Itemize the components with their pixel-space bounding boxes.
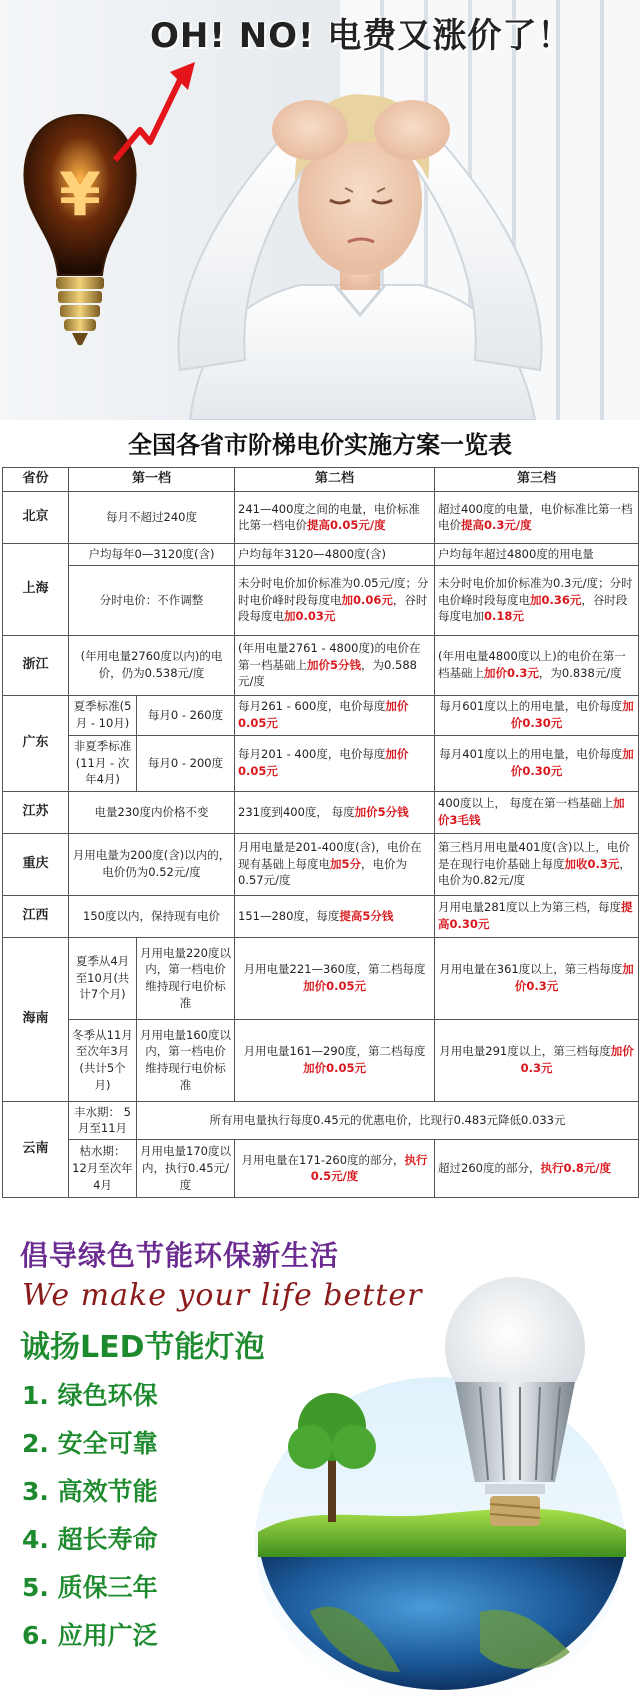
tier1-cell: 月用电量为200度(含)以内的，电价仍为0.52元/度 <box>69 833 235 895</box>
table-row-jiangxi <box>3 895 639 937</box>
table-row-yunnan-wet <box>3 1101 639 1139</box>
tier3-cell: 400度以上， 每度在第一档基础上加价3毛钱 <box>435 791 639 833</box>
tier2-cell: 月用电量161—290度，第二档每度加价0.05元 <box>235 1019 435 1101</box>
tier3-cell: 超过260度的部分，执行0.8元/度 <box>435 1139 639 1197</box>
tier2-cell: 月用电量是201-400度(含)，电价在现有基础上每度电加5分，电价为0.57元/度 <box>235 833 435 895</box>
tier2-cell: 每月201 - 400度，电价每度加价0.05元 <box>235 735 435 791</box>
season-cell: 夏季标准(5月 - 10月) <box>69 695 137 735</box>
tier2-cell: 未分时电价加价标准为0.05元/度；分时电价峰时段每度电加0.06元，谷时段每度电加0.03元 <box>235 565 435 635</box>
tier1-cell: 户均每年0—3120度(含) <box>69 543 235 565</box>
tier2-cell: 241—400度之间的电量，电价标准比第一档电价提高0.05元/度 <box>235 491 435 543</box>
promo-english-slogan: We make your life better <box>22 1278 423 1313</box>
table-row-shanghai <box>3 543 639 565</box>
feature-item: 3. 高效节能 <box>22 1477 158 1506</box>
tier3-cell: 未分时电价加价标准为0.3元/度；分时电价峰时段每度电加0.36元，谷时段每度电加0.18元 <box>435 565 639 635</box>
tier3-cell: 每月601度以上的用电量，电价每度加价0.30元 <box>435 695 639 735</box>
tier2-cell: 户均每年3120—4800度(含) <box>235 543 435 565</box>
tier3-cell: 户均每年超过4800度的用电量 <box>435 543 639 565</box>
feature-list <box>22 1372 158 1660</box>
promo-slogan: 倡导绿色节能环保新生活 <box>20 1239 340 1272</box>
tier2-cell: 月用电量221—360度，第二档每度加价0.05元 <box>235 937 435 1019</box>
table-row-zhejiang <box>3 635 639 695</box>
table-row-guangdong-nonsummer <box>3 735 639 791</box>
table-row-shanghai-timeofuse <box>3 565 639 635</box>
tier2-cell: 月用电量在171-260度的部分，执行0.5元/度 <box>235 1139 435 1197</box>
headline: OH! NO! 电费又涨价了！ <box>150 16 573 56</box>
table-row-hainan-summer <box>3 937 639 1019</box>
stressed-woman-image <box>150 70 570 420</box>
tier1-cell: (年用电量2760度以内)的电价，仍为0.538元/度 <box>69 635 235 695</box>
tier1-cell: 电量230度内价格不变 <box>69 791 235 833</box>
all-tiers-cell: 所有用电量执行每度0.45元的优惠电价，比现行0.483元降低0.033元 <box>137 1101 639 1139</box>
tier1-cell: 分时电价：不作调整 <box>69 565 235 635</box>
province-cell: 浙江 <box>3 635 69 695</box>
province-cell: 江苏 <box>3 791 69 833</box>
table-row-jiangsu <box>3 791 639 833</box>
feature-item: 4. 超长寿命 <box>22 1525 158 1554</box>
table-header-row <box>3 468 639 492</box>
tier3-cell: 第三档月用电量401度(含)以上，电价是在现行电价基础上每度加收0.3元，电价为0.82元/度 <box>435 833 639 895</box>
tier2-cell: 151—280度，每度提高5分钱 <box>235 895 435 937</box>
tier3-cell: (年用电量4800度以上)的电价在第一档基础上加价0.3元，为0.838元/度 <box>435 635 639 695</box>
table-row-guangdong-summer <box>3 695 639 735</box>
svg-text:¥: ¥ <box>59 160 101 230</box>
season-cell: 冬季从11月至次年3月(共计5个月) <box>69 1019 137 1101</box>
table-row-chongqing <box>3 833 639 895</box>
led-promo-section <box>0 1222 640 1700</box>
tier3-cell: 月用电量281度以上为第三档，每度提高0.30元 <box>435 895 639 937</box>
hero-banner <box>0 0 640 420</box>
tier2-cell: 231度到400度， 每度加价5分钱 <box>235 791 435 833</box>
header-tier-1: 第一档 <box>69 468 235 492</box>
tier2-cell: 每月261 - 600度，电价每度加价0.05元 <box>235 695 435 735</box>
header-tier-3: 第三档 <box>435 468 639 492</box>
tier1-cell: 每月0 - 260度 <box>137 695 235 735</box>
season-cell: 丰水期： 5月至11月 <box>69 1101 137 1139</box>
globe-led-bulb-image <box>250 1252 640 1700</box>
province-cell: 重庆 <box>3 833 69 895</box>
season-cell: 夏季从4月至10月(共计7个月) <box>69 937 137 1019</box>
province-cell: 北京 <box>3 491 69 543</box>
table-row-beijing <box>3 491 639 543</box>
province-cell: 江西 <box>3 895 69 937</box>
feature-item: 1. 绿色环保 <box>22 1381 158 1410</box>
promo-product-name: 诚扬LED节能灯泡 <box>20 1330 265 1365</box>
table-row-hainan-winter <box>3 1019 639 1101</box>
feature-item: 5. 质保三年 <box>22 1573 158 1602</box>
tier1-cell: 月用电量170度以内，执行0.45元/度 <box>137 1139 235 1197</box>
province-cell: 上海 <box>3 543 69 635</box>
feature-item: 2. 安全可靠 <box>22 1429 158 1458</box>
tier1-cell: 150度以内，保持现有电价 <box>69 895 235 937</box>
header-tier-2: 第二档 <box>235 468 435 492</box>
tier1-cell: 月用电量160度以内，第一档电价维持现行电价标准 <box>137 1019 235 1101</box>
tier3-cell: 超过400度的电量，电价标准比第一档电价提高0.3元/度 <box>435 491 639 543</box>
province-cell: 海南 <box>3 937 69 1101</box>
tier3-cell: 月用电量在361度以上，第三档每度加价0.3元 <box>435 937 639 1019</box>
tier1-cell: 每月不超过240度 <box>69 491 235 543</box>
header-province: 省份 <box>3 468 69 492</box>
season-cell: 枯水期： 12月至次年4月 <box>69 1139 137 1197</box>
tier3-cell: 月用电量291度以上，第三档每度加价0.3元 <box>435 1019 639 1101</box>
tier1-cell: 每月0 - 200度 <box>137 735 235 791</box>
tier1-cell: 月用电量220度以内，第一档电价维持现行电价标准 <box>137 937 235 1019</box>
tier3-cell: 每月401度以上的用电量，电价每度加价0.30元 <box>435 735 639 791</box>
season-cell: 非夏季标准(11月 - 次年4月) <box>69 735 137 791</box>
tiered-electricity-price-table <box>2 467 639 1198</box>
tier2-cell: (年用电量2761 - 4800度)的电价在第一档基础上加价5分钱，为0.588元/度 <box>235 635 435 695</box>
table-row-yunnan-dry <box>3 1139 639 1197</box>
table-title: 全国各省市阶梯电价实施方案一览表 <box>128 431 512 459</box>
province-cell: 广东 <box>3 695 69 791</box>
feature-item: 6. 应用广泛 <box>22 1621 158 1650</box>
province-cell: 云南 <box>3 1101 69 1197</box>
